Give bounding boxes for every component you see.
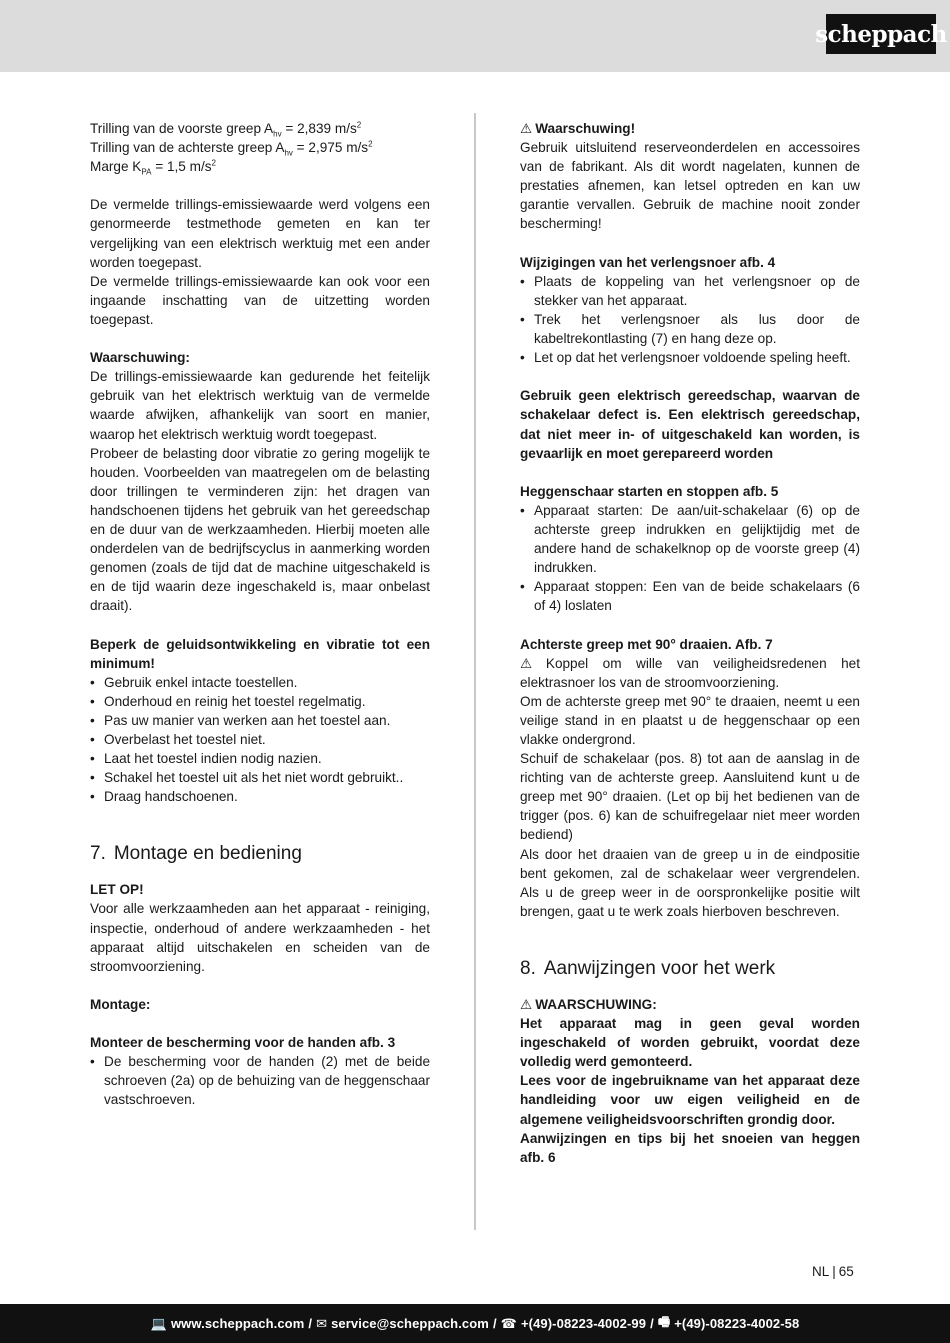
warning-triangle-icon: ⚠	[520, 996, 533, 1012]
right-column	[520, 119, 860, 1167]
paragraph: Voor alle werkzaamheden aan het apparaat - reiniging, inspectie, onderhoud of andere werkzaamheden - het apparaat altijd uitschakelen en scheiden van de stroomvoorziening.	[90, 901, 430, 974]
montage-heading: Montage:	[90, 996, 151, 1012]
list-item: • Overbelast het toestel niet.	[90, 730, 430, 749]
paragraph: Schuif de schakelaar (pos. 8) tot aan de aanslag in de richting van de achterste greep. Aansluitend kunt u de greep met 90° draaien. (Let op bij het bedienen van de trigger (pos. 6) kan de schuifregelaar niet meer worden bediend)	[520, 751, 860, 843]
list-item: • Draag handschoenen.	[90, 787, 430, 806]
footer-fax: +(49)-08223-4002-58	[674, 1316, 800, 1331]
start-heading: Heggenschaar starten en stoppen afb. 5	[520, 483, 779, 499]
warning-heading: Waarschuwing:	[90, 350, 190, 366]
footer-email-link[interactable]: service@scheppach.com	[331, 1316, 489, 1331]
list-item: • Apparaat stoppen: Een van de beide schakelaars (6 of 4) loslaten	[520, 577, 860, 615]
paragraph: Lees voor de ingebruikname van het apparaat deze handleiding voor uw eigen veiligheid en de algemene veiligheidsvoorschriften grondig door.	[520, 1073, 860, 1127]
list-item: • Schakel het toestel uit als het niet wordt gebruikt..	[90, 768, 430, 787]
warning-triangle-icon: ⚠	[520, 655, 543, 671]
list-item: • Apparaat starten: De aan/uit-schakelaar (6) op de achterste greep indrukken en gelijktijdig met de andere hand de schakelknop op de voorste greep (4) indrukken.	[520, 501, 860, 577]
start-list	[520, 501, 860, 616]
email-icon: ✉	[316, 1315, 328, 1331]
brand-logo: scheppach	[826, 14, 936, 54]
footer-phone: +(49)-08223-4002-99	[520, 1316, 647, 1331]
paragraph: Als door het draaien van de greep u in de eindpositie bent gekomen, zal de schakelaar weer vergrendelen. Als u de greep weer in de oorspronkelijke positie wilt brengen, gaat u te werk zoals hierboven beschreven.	[520, 846, 860, 919]
limit-heading: Beperk de geluidsontwikkeling en vibratie tot een minimum!	[90, 636, 430, 671]
page-header	[0, 0, 950, 72]
computer-icon: 💻	[150, 1315, 167, 1331]
list-item: • Laat het toestel indien nodig nazien.	[90, 749, 430, 768]
warning-heading: ⚠ Waarschuwing!	[520, 121, 636, 136]
fax-icon: 🖷	[657, 1313, 671, 1329]
rotate-heading: Achterste greep met 90° draaien. Afb. 7	[520, 636, 773, 652]
vibration-rear: Trilling van de achterste greep $A_{hv} = 2,975$ $m/s^2$	[90, 139, 373, 158]
attention-heading: LET OP!	[90, 882, 144, 898]
list-item: • De bescherming voor de handen (2) met de beide schroeven (2a) op de behuizing van de heggenschaar vastschroeven.	[90, 1052, 430, 1109]
left-column	[90, 119, 430, 1110]
phone-icon: ☎	[500, 1315, 517, 1331]
list-item: • Trek het verlengsnoer als lus door de kabeltrekontlasting (7) en hang deze op.	[520, 310, 860, 348]
paragraph: ⚠ Koppel om wille van veiligheidsredenen het elektrasnoer los van de stroomvoorziening.	[520, 655, 860, 690]
list-item: • Gebruik enkel intacte toestellen.	[90, 673, 430, 692]
paragraph: Het apparaat mag in geen geval worden ingeschakeld of worden gebruikt, voordat deze volledig werd gemonteerd.	[520, 1016, 860, 1070]
paragraph: Probeer de belasting door vibratie zo gering mogelijk te houden. Voorbeelden van maatregelen om de belasting door trillingen te verminderen zijn: het dragen van handschoenen tijdens het gebruik van het gereedschap en de duur van de werkzaamheden. Hierbij moeten alle onderdelen van de bedrijfscyclus in aanmerking worden genomen (zoals de tijd dat de machine uitgeschakeld is en de tijd waarin deze ingeschakeld is, maar onbelast draait).	[90, 445, 430, 614]
vibration-front: Trilling van de voorste greep $A_{hv} = 2,839$ $m/s^2$	[90, 120, 362, 139]
page-footer: 💻 www.scheppach.com / ✉ service@scheppach.com / ☎ +(49)-08223-4002-99 / 🖷 +(49)-08223-4002-58	[0, 1304, 950, 1343]
column-divider	[474, 113, 476, 1230]
guard-heading: Monteer de bescherming voor de handen afb. 3	[90, 1035, 396, 1051]
list-item: • Pas uw manier van werken aan het toestel aan.	[90, 711, 430, 730]
list-item: • Onderhoud en reinig het toestel regelmatig.	[90, 692, 430, 711]
vibration-margin: Marge $K_{PA} = 1,5$ $m/s^2$	[90, 158, 216, 177]
paragraph: De vermelde trillings-emissiewaarde werd volgens een genormeerde testmethode gemeten en kan ter vergelijking van een elektrisch werktuig met een ander worden toegepast.	[90, 197, 430, 270]
paragraph: De vermelde trillings-emissiewaarde kan ook voor een ingaande inschatting van de uitzetting worden toegepast.	[90, 273, 430, 327]
list-item: • Plaats de koppeling van het verlengsnoer op de stekker van het apparaat.	[520, 272, 860, 310]
page-number: NL | 65	[812, 1264, 854, 1279]
paragraph: Gebruik uitsluitend reserveonderdelen en accessoires van de fabrikant. Als dit wordt nagelaten, kunnen de prestaties afnemen, kan letsel optreden en kan uw garantie vervallen. Gebruik de machine nooit zonder bescherming!	[520, 140, 860, 232]
footer-web-link[interactable]: www.scheppach.com	[170, 1316, 305, 1331]
guard-list	[90, 1052, 430, 1109]
cord-heading: Wijzigingen van het verlengsnoer afb. 4	[520, 254, 776, 270]
warning-heading: ⚠ WAARSCHUWING:	[520, 996, 657, 1012]
section-7-heading: 7. Montage en bediening	[90, 843, 302, 865]
warning-triangle-icon: ⚠	[520, 121, 533, 136]
limit-list	[90, 673, 430, 807]
defect-warning: Gebruik geen elektrisch gereedschap, waarvan de schakelaar defect is. Een elektrisch gereedschap, dat niet meer in- of uitgeschakeld kan worden, is gevaarlijk en moet gerepareerd worden	[520, 388, 860, 461]
section-8-heading: 8. Aanwijzingen voor het werk	[520, 957, 776, 979]
paragraph: Om de achterste greep met 90° te draaien, neemt u een veilige stand in en plaatst u de heggenschaar op een vlakke ondergrond.	[520, 693, 860, 747]
paragraph: Aanwijzingen en tips bij het snoeien van heggen afb. 6	[520, 1130, 860, 1165]
paragraph: De trillings-emissiewaarde kan gedurende het feitelijk gebruik van het elektrisch werktuig van de vermelde waarde afwijken, afhankelijk van soort en manier, waarop het elektrisch werktuig wordt toegepast.	[90, 369, 430, 442]
list-item: • Let op dat het verlengsnoer voldoende speling heeft.	[520, 348, 860, 367]
cord-list	[520, 272, 860, 367]
